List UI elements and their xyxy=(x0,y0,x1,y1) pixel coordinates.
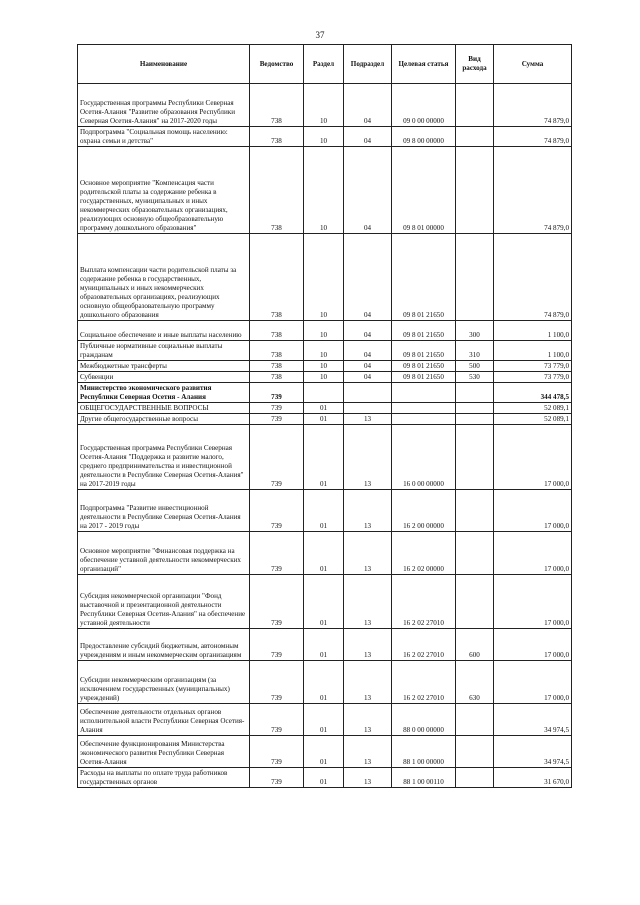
cell-section: 10 xyxy=(304,147,344,234)
cell-subsection xyxy=(344,383,392,403)
cell-name: Обеспечение деятельности отдельных органов исполнительной власти Республики Северная Осетия-Алания xyxy=(78,704,250,736)
cell-expense-type: 310 xyxy=(456,341,494,361)
cell-sum: 17 000,0 xyxy=(494,425,572,490)
cell-expense-type xyxy=(456,575,494,629)
cell-section: 01 xyxy=(304,414,344,425)
cell-target-article: 16 2 00 00000 xyxy=(392,490,456,532)
cell-name: Основное мероприятие "Финансовая поддержка на обеспечение уставной деятельности некоммерческих организаций" xyxy=(78,532,250,575)
cell-name: Министерство экономического развития Республики Северная Осетия - Алания xyxy=(78,383,250,403)
cell-department: 738 xyxy=(250,234,304,321)
cell-expense-type: 500 xyxy=(456,361,494,372)
cell-department: 738 xyxy=(250,84,304,127)
cell-sum: 52 089,1 xyxy=(494,403,572,414)
cell-expense-type xyxy=(456,736,494,768)
cell-name: Субсидии некоммерческим организациям (за исключением государственных (муниципальных) учреждений) xyxy=(78,661,250,704)
cell-department: 738 xyxy=(250,127,304,147)
cell-target-article: 88 1 00 00000 xyxy=(392,736,456,768)
cell-sum: 73 779,0 xyxy=(494,361,572,372)
cell-target-article: 09 8 00 00000 xyxy=(392,127,456,147)
table-row xyxy=(78,575,572,629)
cell-subsection: 13 xyxy=(344,661,392,704)
cell-target-article xyxy=(392,383,456,403)
table-row xyxy=(78,490,572,532)
cell-subsection: 13 xyxy=(344,414,392,425)
cell-department: 738 xyxy=(250,321,304,341)
cell-expense-type xyxy=(456,383,494,403)
cell-section: 01 xyxy=(304,768,344,788)
cell-subsection: 13 xyxy=(344,704,392,736)
cell-section: 10 xyxy=(304,372,344,383)
cell-target-article: 16 2 02 00000 xyxy=(392,532,456,575)
cell-expense-type: 600 xyxy=(456,629,494,661)
cell-target-article: 09 8 01 00000 xyxy=(392,147,456,234)
table-row xyxy=(78,147,572,234)
cell-subsection xyxy=(344,403,392,414)
cell-expense-type: 530 xyxy=(456,372,494,383)
cell-name: Государственная программы Республики Северная Осетия-Алания "Развитие образования Республики Северная Осетия-Алания" на 2017-2020 годы xyxy=(78,84,250,127)
cell-subsection: 13 xyxy=(344,575,392,629)
cell-subsection: 04 xyxy=(344,84,392,127)
header-department: Ведомство xyxy=(250,45,304,84)
header-sum: Сумма xyxy=(494,45,572,84)
cell-section xyxy=(304,383,344,403)
cell-department: 739 xyxy=(250,736,304,768)
table-row xyxy=(78,341,572,361)
cell-section: 01 xyxy=(304,490,344,532)
cell-name: Публичные нормативные социальные выплаты гражданам xyxy=(78,341,250,361)
cell-name: Государственная программа Республики Северная Осетия-Алания "Поддержка и развитие малого, среднего предпринимательства и инвестиционной деятельности в Республике Северная Осетия-Алания" на 2017-2019 годы xyxy=(78,425,250,490)
cell-expense-type xyxy=(456,84,494,127)
cell-name: Обеспечение функционирования Министерства экономического развития Республики Северная Осетия-Алания xyxy=(78,736,250,768)
table-row xyxy=(78,629,572,661)
cell-department: 739 xyxy=(250,383,304,403)
cell-sum: 31 670,0 xyxy=(494,768,572,788)
cell-department: 739 xyxy=(250,425,304,490)
cell-target-article: 09 8 01 21650 xyxy=(392,321,456,341)
cell-target-article: 16 2 02 27010 xyxy=(392,575,456,629)
cell-subsection: 04 xyxy=(344,147,392,234)
cell-name: Другие общегосударственные вопросы xyxy=(78,414,250,425)
cell-section: 01 xyxy=(304,736,344,768)
page-number: 37 xyxy=(315,30,325,40)
cell-sum: 52 089,1 xyxy=(494,414,572,425)
table-row xyxy=(78,321,572,341)
cell-subsection: 13 xyxy=(344,736,392,768)
cell-department: 739 xyxy=(250,768,304,788)
cell-expense-type xyxy=(456,414,494,425)
cell-subsection: 04 xyxy=(344,127,392,147)
table-row xyxy=(78,768,572,788)
cell-section: 01 xyxy=(304,532,344,575)
cell-expense-type xyxy=(456,127,494,147)
cell-sum: 34 974,5 xyxy=(494,736,572,768)
header-expense-type: Вид расхода xyxy=(456,45,494,84)
cell-sum: 34 974,5 xyxy=(494,704,572,736)
cell-name: Межбюджетные трансферты xyxy=(78,361,250,372)
cell-expense-type xyxy=(456,768,494,788)
cell-target-article: 09 8 01 21650 xyxy=(392,234,456,321)
cell-expense-type xyxy=(456,704,494,736)
cell-sum: 74 879,0 xyxy=(494,127,572,147)
cell-sum: 74 879,0 xyxy=(494,147,572,234)
cell-department: 739 xyxy=(250,704,304,736)
cell-target-article: 88 0 00 00000 xyxy=(392,704,456,736)
table-header-row xyxy=(78,45,572,84)
cell-department: 739 xyxy=(250,661,304,704)
cell-expense-type: 630 xyxy=(456,661,494,704)
cell-subsection: 13 xyxy=(344,629,392,661)
cell-section: 01 xyxy=(304,704,344,736)
table-row xyxy=(78,234,572,321)
cell-department: 738 xyxy=(250,361,304,372)
table-row xyxy=(78,127,572,147)
cell-name: Социальное обеспечение и иные выплаты населению xyxy=(78,321,250,341)
cell-subsection: 13 xyxy=(344,768,392,788)
cell-section: 10 xyxy=(304,321,344,341)
table-row xyxy=(78,425,572,490)
cell-expense-type xyxy=(456,234,494,321)
cell-department: 739 xyxy=(250,414,304,425)
table-row xyxy=(78,84,572,127)
cell-department: 739 xyxy=(250,575,304,629)
cell-target-article: 09 8 01 21650 xyxy=(392,372,456,383)
header-target-article: Целевая статья xyxy=(392,45,456,84)
cell-sum: 17 000,0 xyxy=(494,575,572,629)
header-section: Раздел xyxy=(304,45,344,84)
cell-target-article xyxy=(392,403,456,414)
cell-name: ОБЩЕГОСУДАРСТВЕННЫЕ ВОПРОСЫ xyxy=(78,403,250,414)
cell-section: 01 xyxy=(304,661,344,704)
cell-name: Подпрограмма "Социальная помощь населению: охрана семьи и детства" xyxy=(78,127,250,147)
cell-target-article xyxy=(392,414,456,425)
cell-subsection: 13 xyxy=(344,490,392,532)
cell-sum: 17 000,0 xyxy=(494,490,572,532)
cell-department: 739 xyxy=(250,532,304,575)
cell-target-article: 09 8 01 21650 xyxy=(392,341,456,361)
cell-name: Выплата компенсации части родительской платы за содержание ребенка в государственных, муниципальных и иных некоммерческих образовательных организациях, реализующих основную общеобразовательную программу дошкольного образования xyxy=(78,234,250,321)
cell-department: 739 xyxy=(250,490,304,532)
cell-target-article: 16 2 02 27010 xyxy=(392,661,456,704)
table-row xyxy=(78,704,572,736)
cell-sum: 17 000,0 xyxy=(494,532,572,575)
cell-target-article: 88 1 00 00110 xyxy=(392,768,456,788)
cell-sum: 73 779,0 xyxy=(494,372,572,383)
cell-sum: 17 000,0 xyxy=(494,661,572,704)
cell-sum: 74 879,0 xyxy=(494,234,572,321)
cell-section: 01 xyxy=(304,403,344,414)
cell-subsection: 13 xyxy=(344,425,392,490)
cell-name: Субвенции xyxy=(78,372,250,383)
table-body xyxy=(78,84,572,788)
cell-section: 10 xyxy=(304,361,344,372)
cell-department: 739 xyxy=(250,403,304,414)
cell-target-article: 16 2 02 27010 xyxy=(392,629,456,661)
cell-expense-type xyxy=(456,532,494,575)
cell-name: Предоставление субсидий бюджетным, автономным учреждениям и иным некоммерческим организациям xyxy=(78,629,250,661)
table-row xyxy=(78,661,572,704)
cell-expense-type xyxy=(456,425,494,490)
cell-expense-type xyxy=(456,147,494,234)
cell-section: 10 xyxy=(304,341,344,361)
header-name: Наименование xyxy=(78,45,250,84)
cell-section: 01 xyxy=(304,575,344,629)
cell-target-article: 16 0 00 00000 xyxy=(392,425,456,490)
cell-section: 10 xyxy=(304,234,344,321)
cell-target-article: 09 8 01 21650 xyxy=(392,361,456,372)
cell-department: 738 xyxy=(250,147,304,234)
cell-subsection: 04 xyxy=(344,234,392,321)
cell-sum: 74 879,0 xyxy=(494,84,572,127)
cell-section: 10 xyxy=(304,127,344,147)
table-row xyxy=(78,736,572,768)
cell-name: Основное мероприятие "Компенсация части родительской платы за содержание ребенка в государственных, муниципальных и иных некоммерческих образовательных организациях, реализующих основную общеобразовательную программу дошкольного образования" xyxy=(78,147,250,234)
cell-section: 01 xyxy=(304,629,344,661)
table-row xyxy=(78,361,572,372)
cell-name: Субсидия некоммерческой организации "Фонд выставочной и презентационной деятельности Республики Северная Осетия-Алания" на обеспечение уставной деятельности xyxy=(78,575,250,629)
cell-sum: 17 000,0 xyxy=(494,629,572,661)
table-row xyxy=(78,383,572,403)
table-row xyxy=(78,372,572,383)
cell-sum: 1 100,0 xyxy=(494,341,572,361)
cell-department: 738 xyxy=(250,372,304,383)
cell-section: 10 xyxy=(304,84,344,127)
cell-target-article: 09 0 00 00000 xyxy=(392,84,456,127)
cell-department: 738 xyxy=(250,341,304,361)
cell-name: Расходы на выплаты по оплате труда работников государственных органов xyxy=(78,768,250,788)
cell-expense-type xyxy=(456,403,494,414)
table-row xyxy=(78,403,572,414)
budget-table xyxy=(77,44,572,788)
cell-sum: 1 100,0 xyxy=(494,321,572,341)
cell-sum: 344 478,5 xyxy=(494,383,572,403)
table-row xyxy=(78,532,572,575)
cell-subsection: 04 xyxy=(344,361,392,372)
cell-subsection: 04 xyxy=(344,321,392,341)
cell-name: Подпрограмма "Развитие инвестиционной деятельности в Республике Северная Осетия-Алания на 2017 - 2019 годы xyxy=(78,490,250,532)
cell-subsection: 04 xyxy=(344,372,392,383)
cell-subsection: 04 xyxy=(344,341,392,361)
table-row xyxy=(78,414,572,425)
header-subsection: Подраздел xyxy=(344,45,392,84)
cell-expense-type: 300 xyxy=(456,321,494,341)
cell-expense-type xyxy=(456,490,494,532)
cell-subsection: 13 xyxy=(344,532,392,575)
cell-department: 739 xyxy=(250,629,304,661)
cell-section: 01 xyxy=(304,425,344,490)
